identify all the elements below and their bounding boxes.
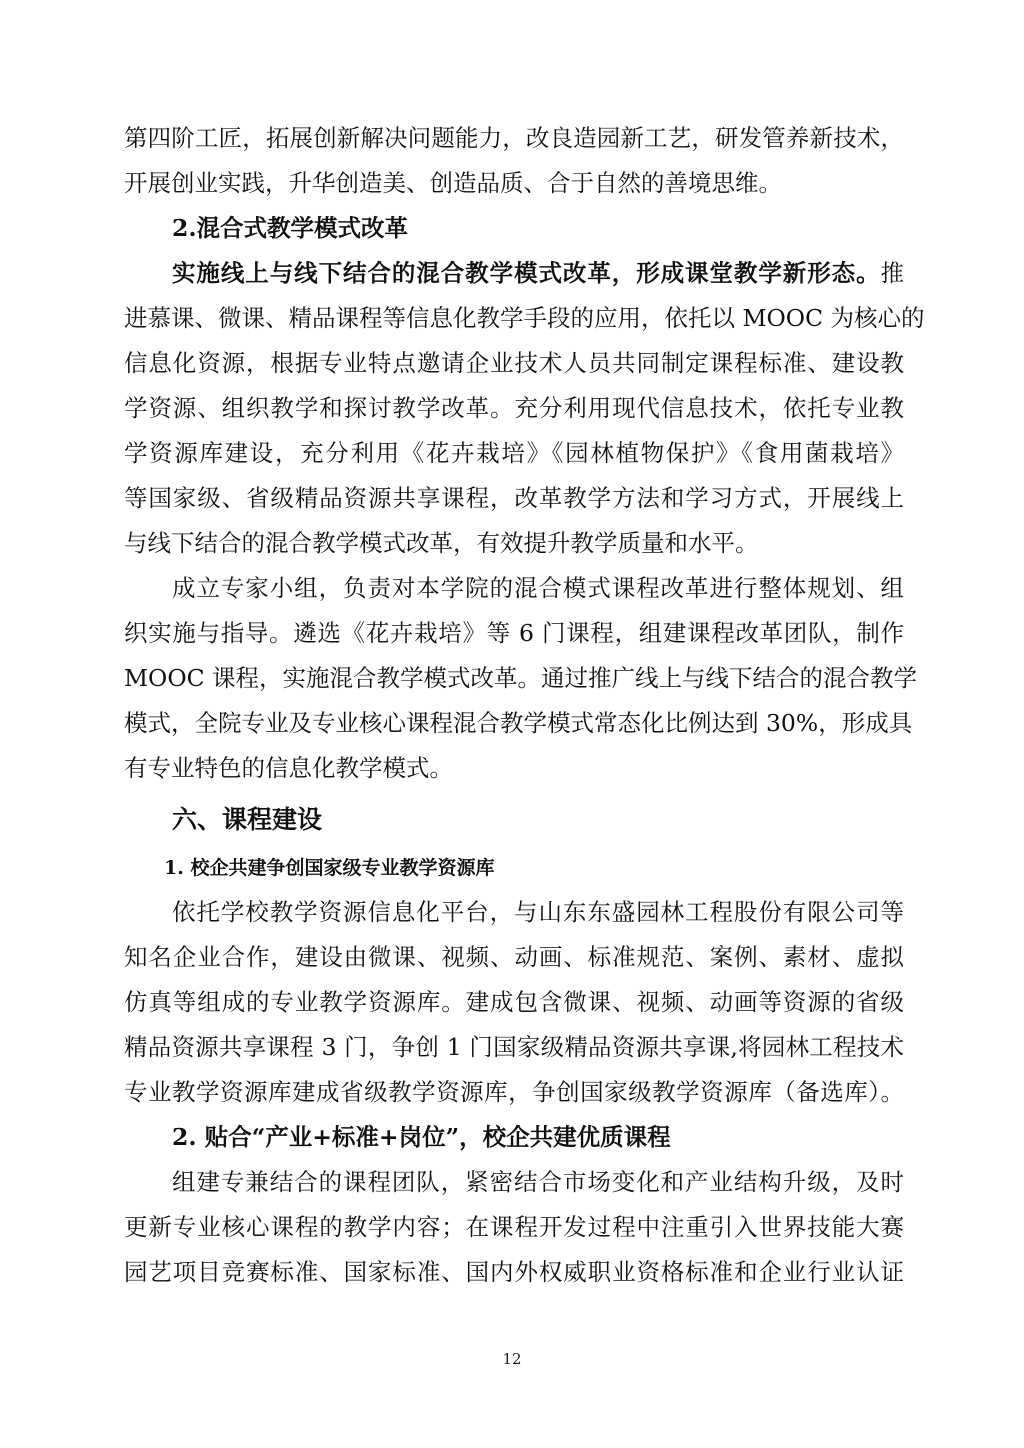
text-run: 推 [880,259,904,287]
text-line: 开展创业实践，升华创造美、创造品质、合于自然的善境思维。 [124,169,782,197]
bold-lead-sentence: 实施线上与线下结合的混合教学模式改革，形成课堂教学新形态。 [172,259,881,287]
text-line: 模式，全院专业及专业核心课程混合教学模式常态化比例达到 30%，形成具 [124,709,913,737]
section-heading: 1. 校企共建争创国家级专业教学资源库 [164,857,495,879]
page-number: 12 [502,1350,522,1368]
text-line: 信息化资源，根据专业特点邀请企业技术人员共同制定课程标准、建设教 [124,349,904,377]
section-heading: 2. 贴合“产业+标准+岗位”，校企共建优质课程 [172,1123,671,1151]
section-heading: 2.混合式教学模式改革 [172,214,409,242]
text-line: 依托学校教学资源信息化平台，与山东东盛园林工程股份有限公司等 [172,898,904,926]
text-line: 等国家级、省级精品资源共享课程，改革教学方法和学习方式，开展线上 [124,484,904,512]
text-line: 更新专业核心课程的教学内容；在课程开发过程中注重引入世界技能大赛 [124,1213,904,1241]
body-text [124,116,925,1295]
text-line: 仿真等组成的专业教学资源库。建成包含微课、视频、动画等资源的省级 [124,988,904,1016]
text-line: 专业教学资源库建成省级教学资源库，争创国家级教学资源库（备选库）。 [124,1078,904,1106]
text-line: 成立专家小组，负责对本学院的混合模式课程改革进行整体规划、组 [172,574,904,602]
text-line: 精品资源共享课程 3 门，争创 1 门国家级精品资源共享课,将园林工程技术 [124,1033,904,1061]
text-line: 第四阶工匠，拓展创新解决问题能力，改良造园新工艺，研发管养新技术， [124,124,904,152]
text-line: 进慕课、微课、精品课程等信息化教学手段的应用，依托以 MOOC 为核心的 [124,304,925,332]
text-line: 织实施与指导。遴选《花卉栽培》等 6 门课程，组建课程改革团队，制作 [124,619,904,647]
text-line: 与线下结合的混合教学模式改革，有效提升教学质量和水平。 [124,529,759,557]
text-line: MOOC 课程，实施混合教学模式改革。通过推广线上与线下结合的混合教学 [124,664,918,692]
text-line: 学资源库建设，充分利用《花卉栽培》《园林植物保护》《食用菌栽培》 [124,439,904,467]
text-line: 园艺项目竞赛标准、国家标准、国内外权威职业资格标准和企业行业认证 [124,1258,904,1286]
text-line: 有专业特色的信息化教学模式。 [124,754,453,782]
text-line: 知名企业合作，建设由微课、视频、动画、标准规范、案例、素材、虚拟 [124,943,904,971]
text-line: 组建专兼结合的课程团队，紧密结合市场变化和产业结构升级，及时 [172,1168,904,1196]
chapter-heading: 六、课程建设 [172,805,323,834]
text-line: 学资源、组织教学和探讨教学改革。充分利用现代信息技术，依托专业教 [124,394,904,422]
text-line [124,251,904,296]
